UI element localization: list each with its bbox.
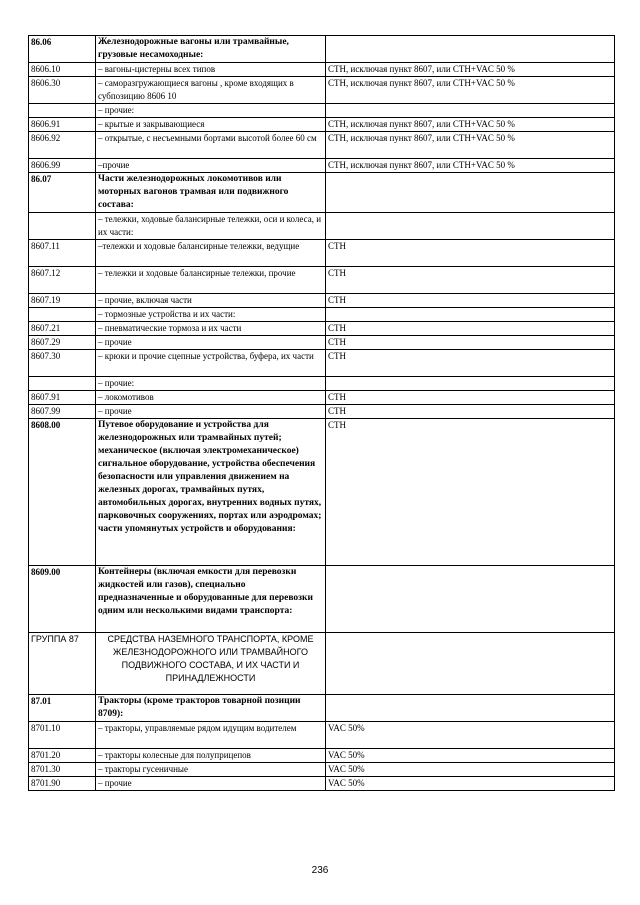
description-cell: – саморазгружающиеся вагоны , кроме входящих в субпозицию 8606 10 <box>96 77 326 104</box>
rule-cell: VAC 50% <box>326 763 615 777</box>
heading-row <box>29 695 615 722</box>
code-cell: 8606.30 <box>29 77 96 104</box>
rule-cell: СТН <box>326 322 615 336</box>
description-cell: – локомотивов <box>96 391 326 405</box>
code-cell: 8606.99 <box>29 159 96 173</box>
code-cell: 8701.30 <box>29 763 96 777</box>
table-row <box>29 104 615 118</box>
table-row <box>29 722 615 749</box>
code-cell: 8606.10 <box>29 63 96 77</box>
table-row <box>29 763 615 777</box>
rule-cell: СТН, исключая пункт 8607, или СТН+VAC 50 % <box>326 63 615 77</box>
description-cell: Части железнодорожных локомотивов или моторных вагонов трамвая или подвижного состава: <box>96 173 326 213</box>
code-cell: 8609.00 <box>29 566 96 633</box>
description-cell: – пневматические тормоза и их части <box>96 322 326 336</box>
rule-cell: VAC 50% <box>326 722 615 749</box>
description-cell: – прочие <box>96 777 326 791</box>
rule-cell <box>326 566 615 633</box>
code-cell <box>29 213 96 240</box>
code-cell: 86.06 <box>29 36 96 63</box>
description-cell: –тележки и ходовые балансирные тележки, ведущие <box>96 240 326 267</box>
heading-row <box>29 36 615 63</box>
table-row <box>29 322 615 336</box>
table-row <box>29 405 615 419</box>
table-row <box>29 77 615 104</box>
rule-cell: СТН <box>326 350 615 377</box>
code-cell: 8607.29 <box>29 336 96 350</box>
table-row <box>29 213 615 240</box>
table-row <box>29 391 615 405</box>
code-cell: 8701.10 <box>29 722 96 749</box>
rule-cell: СТН <box>326 391 615 405</box>
rule-cell: СТН <box>326 419 615 566</box>
rule-cell: СТН <box>326 240 615 267</box>
table-row <box>29 749 615 763</box>
rule-cell <box>326 308 615 322</box>
description-cell: – прочие, включая части <box>96 294 326 308</box>
description-cell: – тележки, ходовые балансирные тележки, оси и колеса, и их части: <box>96 213 326 240</box>
table-row <box>29 777 615 791</box>
heading-row <box>29 566 615 633</box>
table-row <box>29 118 615 132</box>
tariff-table-body <box>29 36 615 791</box>
description-cell: – открытые, с несъемными бортами высотой более 60 см <box>96 132 326 159</box>
code-cell: 8606.91 <box>29 118 96 132</box>
rule-cell: СТН <box>326 294 615 308</box>
description-cell: СРЕДСТВА НАЗЕМНОГО ТРАНСПОРТА, КРОМЕ ЖЕЛЕЗНОДОРОЖНОГО ИЛИ ТРАМВАЙНОГО ПОДВИЖНОГО СОСТАВА, И ИХ ЧАСТИ И ПРИНАДЛЕЖНОСТИ <box>96 633 326 695</box>
rule-cell <box>326 173 615 213</box>
code-cell: 8606.92 <box>29 132 96 159</box>
description-cell: – вагоны-цистерны всех типов <box>96 63 326 77</box>
table-row <box>29 63 615 77</box>
description-cell: – тракторы, управляемые рядом идущим водителем <box>96 722 326 749</box>
code-cell <box>29 377 96 391</box>
description-cell: – тележки и ходовые балансирные тележки, прочие <box>96 267 326 294</box>
description-cell: – тракторы гусеничные <box>96 763 326 777</box>
code-cell <box>29 104 96 118</box>
code-cell: 8607.19 <box>29 294 96 308</box>
table-row <box>29 377 615 391</box>
description-cell: – прочие <box>96 405 326 419</box>
code-cell: ГРУППА 87 <box>29 633 96 695</box>
rule-cell: СТН <box>326 267 615 294</box>
code-cell: 8607.30 <box>29 350 96 377</box>
rule-cell <box>326 377 615 391</box>
rule-cell: СТН, исключая пункт 8607, или СТН+VAC 50 % <box>326 132 615 159</box>
heading-row <box>29 173 615 213</box>
rule-cell: СТН <box>326 336 615 350</box>
rule-cell: СТН, исключая пункт 8607, или СТН+VAC 50 % <box>326 159 615 173</box>
code-cell <box>29 308 96 322</box>
tariff-table <box>28 35 615 791</box>
code-cell: 8607.12 <box>29 267 96 294</box>
description-cell: – крюки и прочие сцепные устройства, буфера, их части <box>96 350 326 377</box>
description-cell: – тракторы колесные для полуприцепов <box>96 749 326 763</box>
rule-cell: СТН, исключая пункт 8607, или СТН+VAC 50 % <box>326 77 615 104</box>
rule-cell: VAC 50% <box>326 777 615 791</box>
code-cell: 8701.20 <box>29 749 96 763</box>
rule-cell: СТН <box>326 405 615 419</box>
description-cell: – тормозные устройства и их части: <box>96 308 326 322</box>
code-cell: 8701.90 <box>29 777 96 791</box>
rule-cell <box>326 104 615 118</box>
description-cell: Контейнеры (включая емкости для перевозки жидкостей или газов), специально предназначенные и оборудованные для перевозки одним или несколькими видами транспорта: <box>96 566 326 633</box>
code-cell: 86.07 <box>29 173 96 213</box>
table-row <box>29 336 615 350</box>
description-cell: Железнодорожные вагоны или трамвайные, грузовые несамоходные: <box>96 36 326 63</box>
table-row <box>29 350 615 377</box>
description-cell: –прочие <box>96 159 326 173</box>
description-cell: – прочие: <box>96 377 326 391</box>
table-row <box>29 132 615 159</box>
group-row <box>29 633 615 695</box>
code-cell: 8607.99 <box>29 405 96 419</box>
table-row <box>29 159 615 173</box>
code-cell: 8607.91 <box>29 391 96 405</box>
table-row <box>29 267 615 294</box>
description-cell: Путевое оборудование и устройства для железнодорожных или трамвайных путей; механическое (включая электромеханическое) сигнальное оборудование, устройства обеспечения безопасности или управления движением на железных дорогах, трамвайных путях, автомобильных дорогах, внутренних водных путях, парковочных сооружениях, портах или аэродромах; части упомянутых устройств и оборудования: <box>96 419 326 566</box>
code-cell: 8607.21 <box>29 322 96 336</box>
table-row <box>29 294 615 308</box>
code-cell: 8607.11 <box>29 240 96 267</box>
table-row <box>29 308 615 322</box>
rule-cell: СТН, исключая пункт 8607, или СТН+VAC 50 % <box>326 118 615 132</box>
page-number: 236 <box>311 865 329 876</box>
rule-cell <box>326 695 615 722</box>
description-cell: – крытые и закрывающиеся <box>96 118 326 132</box>
code-cell: 8608.00 <box>29 419 96 566</box>
code-cell: 87.01 <box>29 695 96 722</box>
rule-cell <box>326 633 615 695</box>
description-cell: – прочие <box>96 336 326 350</box>
rule-cell: VAC 50% <box>326 749 615 763</box>
description-cell: – прочие: <box>96 104 326 118</box>
rule-cell <box>326 36 615 63</box>
heading-row <box>29 419 615 566</box>
description-cell: Тракторы (кроме тракторов товарной позиции 8709): <box>96 695 326 722</box>
rule-cell <box>326 213 615 240</box>
table-row <box>29 240 615 267</box>
